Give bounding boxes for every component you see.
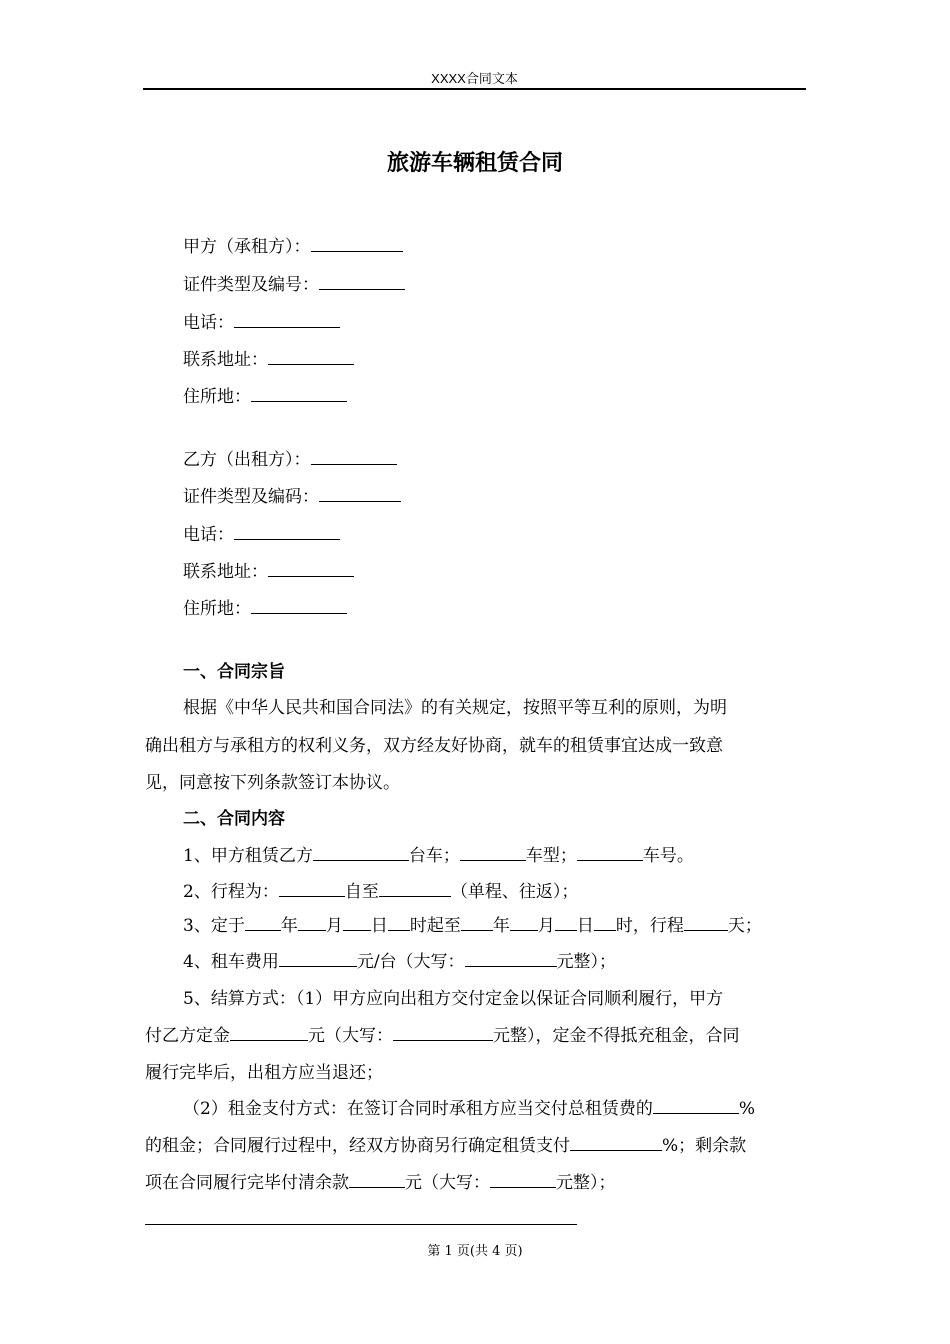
blank-field[interactable] (279, 880, 345, 897)
blank-field[interactable] (319, 485, 401, 502)
blank-field[interactable] (251, 597, 347, 614)
document-title: 旅游车辆租赁合同 (386, 151, 563, 176)
blank-field[interactable] (230, 1024, 308, 1041)
blank-field[interactable] (594, 914, 616, 931)
clause-3: 3、定于 年 月 日 时起至 年 月 日 时，行程 天； (183, 916, 762, 936)
party-a-id: 证件类型及编号： (183, 270, 405, 295)
section1-paragraph-line: 确出租方与承租方的权利义务，双方经友好协商，就车的租赁事宜达成一致意 (145, 736, 723, 756)
blank-field[interactable] (234, 523, 340, 540)
clause-5b-line: 的租金；合同履行过程中，经双方协商另行确定租赁支付 %；剩余款 (145, 1136, 747, 1156)
blank-field[interactable] (313, 844, 409, 861)
blank-field[interactable] (393, 1024, 493, 1041)
blank-field[interactable] (653, 1097, 739, 1114)
footer-divider (145, 1224, 577, 1225)
blank-field[interactable] (465, 950, 557, 967)
blank-field[interactable] (510, 914, 538, 931)
blank-field[interactable] (298, 914, 326, 931)
page-header: XXXX合同文本 (431, 71, 518, 86)
clause-4: 4、租车费用 元/台（大写： 元整）； (183, 952, 617, 972)
clause-5-line: 履行完毕后，出租方应当退还； (145, 1063, 383, 1083)
clause-1: 1、甲方租赁乙方 台车； 车型； 车号。 (183, 846, 694, 866)
party-a-name: 甲方（承租方）： (183, 232, 403, 257)
blank-field[interactable] (388, 914, 410, 931)
party-b-name: 乙方（出租方）： (183, 445, 397, 470)
blank-field[interactable] (279, 950, 357, 967)
blank-field[interactable] (319, 273, 405, 290)
blank-field[interactable] (460, 844, 526, 861)
section1-paragraph-line: 见，同意按下列条款签订本协议。 (145, 773, 400, 793)
party-a-address: 联系地址： (183, 345, 354, 370)
blank-field[interactable] (245, 914, 281, 931)
blank-field[interactable] (311, 448, 397, 465)
party-b-residence: 住所地： (183, 594, 347, 619)
party-b-address: 联系地址： (183, 557, 354, 582)
clause-2: 2、行程为： 自至 （单程、往返）； (183, 882, 579, 902)
blank-field[interactable] (268, 348, 354, 365)
party-a-residence: 住所地： (183, 382, 347, 407)
blank-field[interactable] (311, 235, 403, 252)
clause-5b-line: 项在合同履行完毕付清余款 元（大写： 元整）； (145, 1173, 616, 1193)
party-b-phone: 电话： (183, 520, 340, 545)
blank-field[interactable] (343, 914, 371, 931)
blank-field[interactable] (379, 880, 451, 897)
party-a-phone: 电话： (183, 308, 340, 333)
blank-field[interactable] (461, 914, 493, 931)
blank-field[interactable] (234, 311, 340, 328)
party-b-id: 证件类型及编码： (183, 482, 401, 507)
blank-field[interactable] (555, 914, 577, 931)
blank-field[interactable] (490, 1171, 556, 1188)
section1-paragraph-line: 根据《中华人民共和国合同法》的有关规定，按照平等互利的原则，为明 (183, 698, 727, 718)
blank-field[interactable] (570, 1134, 662, 1151)
clause-5b-line: （2）租金支付方式：在签订合同时承租方应当交付总租赁费的 % (183, 1099, 755, 1119)
blank-field[interactable] (349, 1171, 405, 1188)
page-number: 第 1 页(共 4 页) (427, 1244, 523, 1259)
blank-field[interactable] (251, 385, 347, 402)
section2-heading: 二、合同内容 (183, 809, 285, 829)
blank-field[interactable] (577, 844, 643, 861)
blank-field[interactable] (684, 914, 728, 931)
header-divider (143, 88, 806, 90)
clause-5-line: 5、结算方式：（1）甲方应向出租方交付定金以保证合同顺利履行，甲方 (183, 989, 724, 1009)
section1-heading: 一、合同宗旨 (183, 662, 285, 682)
blank-field[interactable] (268, 560, 354, 577)
clause-5-line: 付乙方定金 元（大写： 元整），定金不得抵充租金，合同 (145, 1026, 740, 1046)
